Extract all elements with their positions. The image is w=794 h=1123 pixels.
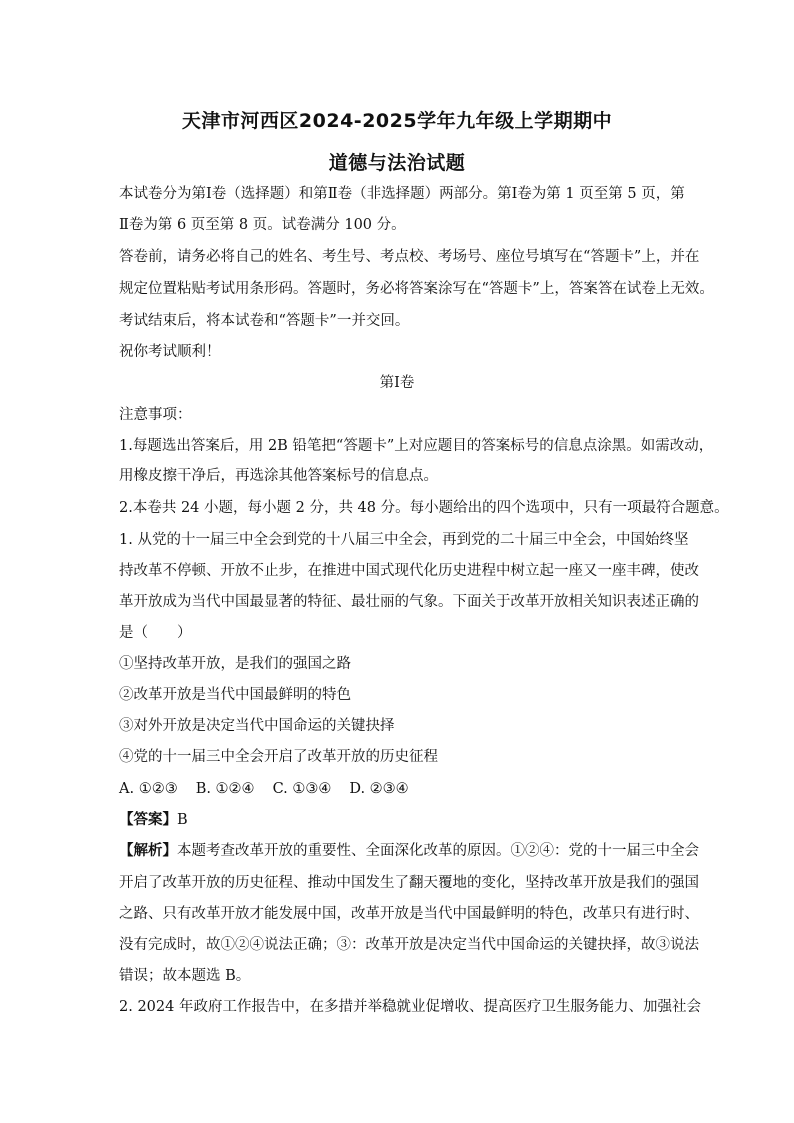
analysis-line: 错误；故本题选 B。: [119, 968, 251, 984]
intro-line: Ⅱ卷为第 6 页至第 8 页。试卷满分 100 分。: [119, 217, 406, 233]
option-c: C. ①③④: [272, 781, 332, 797]
analysis-line: [119, 841, 699, 861]
analysis-label: 【解析】: [119, 842, 177, 859]
question-stem-line: 革开放成为当代中国最显著的特征、最壮丽的气象。下面关于改革开放相关知识表述正确的: [119, 594, 699, 610]
answer-options: [119, 779, 427, 799]
page-title: 天津市河西区2024-2025学年九年级上学期期中: [181, 110, 613, 132]
intro-line: 本试卷分为第Ⅰ卷（选择题）和第Ⅱ卷（非选择题）两部分。第Ⅰ卷为第 1 页至第 5 页，第: [119, 186, 685, 202]
note-line: 2.本卷共 24 小题，每小题 2 分，共 48 分。每小题给出的四个选项中，只有一项最符合题意。: [119, 500, 729, 516]
analysis-line: 之路、只有改革开放才能发展中国，改革开放是当代中国最鲜明的特色，改革只有进行时、: [119, 906, 699, 922]
statement-item: ④党的十一届三中全会开启了改革开放的历史征程: [119, 749, 438, 765]
intro-line: 答卷前，请务必将自己的姓名、考生号、考点校、考场号、座位号填写在“答题卡”上，并在: [119, 249, 700, 265]
question-stem-line: 2. 2024 年政府工作报告中，在多措并举稳就业促增收、提高医疗卫生服务能力、加强社会: [119, 999, 701, 1015]
note-line: 1.每题选出答案后，用 2B 铅笔把“答题卡”上对应题目的答案标号的信息点涂黑。如需改动，: [119, 438, 714, 454]
question-stem-line: 是（ ）: [119, 625, 192, 641]
answer-line: [119, 810, 188, 830]
answer-value: B: [177, 812, 188, 828]
question-stem-line: 1. 从党的十一届三中全会到党的十八届三中全会，再到党的二十届三中全会，中国始终坚: [119, 532, 689, 548]
intro-line: 考试结束后，将本试卷和“答题卡”一并交回。: [119, 313, 410, 329]
question-stem-line: 持改革不停顿、开放不止步，在推进中国式现代化历史进程中树立起一座又一座丰碑，使改: [119, 563, 699, 579]
statement-item: ③对外开放是决定当代中国命运的关键抉择: [119, 718, 395, 734]
option-b: B. ①②④: [195, 781, 255, 797]
answer-label: 【答案】: [119, 811, 177, 828]
intro-line: 规定位置粘贴考试用条形码。答题时，务必将答案涂写在“答题卡”上，答案答在试卷上无效。: [119, 281, 714, 297]
option-d: D. ②③④: [349, 781, 409, 797]
page-subtitle: 道德与法治试题: [328, 152, 466, 174]
analysis-line: 开启了改革开放的历史征程、推动中国发生了翻天覆地的变化，坚持改革开放是我们的强国: [119, 875, 699, 891]
analysis-line: 没有完成时，故①②④说法正确；③：改革开放是决定当代中国命运的关键抉择，故③说法: [119, 937, 699, 953]
analysis-text: 本题考查改革开放的重要性、全面深化改革的原因。①②④：党的十一届三中全会: [177, 843, 699, 859]
note-line: 用橡皮擦干净后，再选涂其他答案标号的信息点。: [119, 468, 438, 484]
statement-item: ①坚持改革开放，是我们的强国之路: [119, 656, 351, 672]
statement-item: ②改革开放是当代中国最鲜明的特色: [119, 687, 351, 703]
notes-heading: 注意事项：: [119, 407, 192, 423]
intro-line: 祝你考试顺利！: [119, 344, 221, 360]
section-title: 第Ⅰ卷: [379, 375, 415, 391]
option-a: A. ①②③: [119, 781, 178, 797]
